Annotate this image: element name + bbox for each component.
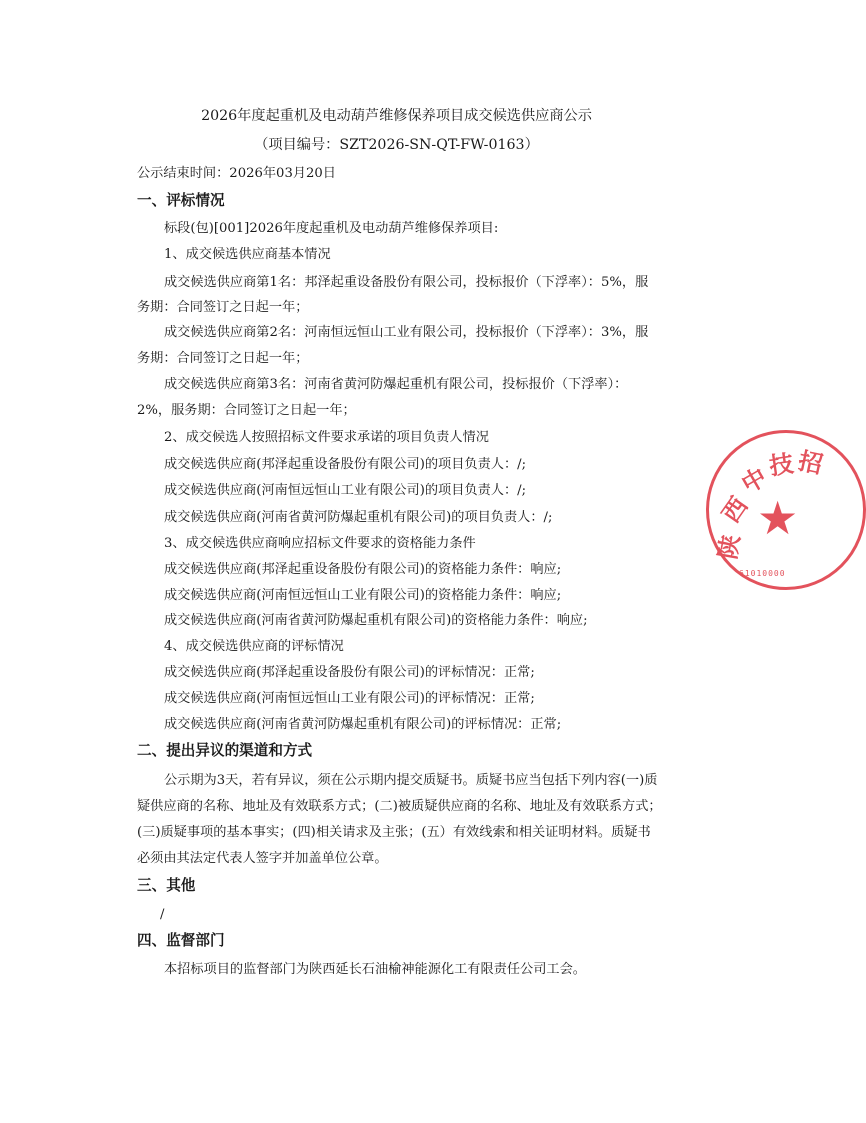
section-heading-other: 三、其他 bbox=[137, 877, 196, 894]
subheading-basic-info: 1、成交候选供应商基本情况 bbox=[164, 247, 331, 262]
announcement-end-time: 公示结束时间：2026年03月20日 bbox=[137, 166, 336, 181]
objection-paragraph-line-1: 公示期为3天，若有异议，须在公示期内提交质疑书。质疑书应当包括下列内容(一)质 bbox=[164, 773, 658, 788]
leader-line-1: 成交候选供应商(邦泽起重设备股份有限公司)的项目负责人：/; bbox=[164, 457, 527, 472]
seal-char: 中 bbox=[736, 462, 772, 499]
lot-line: 标段(包)[001]2026年度起重机及电动葫芦维修保养项目: bbox=[164, 221, 499, 236]
leader-line-2: 成交候选供应商(河南恒远恒山工业有限公司)的项目负责人：/; bbox=[164, 483, 527, 498]
official-seal bbox=[706, 430, 866, 590]
document-title: 2026年度起重机及电动葫芦维修保养项目成交候选供应商公示 bbox=[201, 108, 592, 124]
qualification-line-1: 成交候选供应商(邦泽起重设备股份有限公司)的资格能力条件：响应; bbox=[164, 562, 562, 577]
candidate-3-line-b: 2%，服务期：合同签订之日起一年； bbox=[137, 403, 356, 418]
seal-char: 招 bbox=[795, 446, 826, 480]
subheading-evaluation-status: 4、成交候选供应商的评标情况 bbox=[164, 639, 344, 654]
subheading-project-leader: 2、成交候选人按照招标文件要求承诺的项目负责人情况 bbox=[164, 430, 489, 445]
leader-line-3: 成交候选供应商(河南省黄河防爆起重机有限公司)的项目负责人：/; bbox=[164, 510, 553, 525]
candidate-2-line-a: 成交候选供应商第2名：河南恒远恒山工业有限公司，投标报价（下浮率）：3%，服 bbox=[164, 325, 649, 340]
qualification-line-3: 成交候选供应商(河南省黄河防爆起重机有限公司)的资格能力条件：响应; bbox=[164, 613, 588, 628]
subheading-qualification: 3、成交候选供应商响应招标文件要求的资格能力条件 bbox=[164, 536, 476, 551]
candidate-2-line-b: 务期：合同签订之日起一年； bbox=[137, 351, 309, 366]
seal-char: 陕 bbox=[713, 532, 746, 562]
star-icon: ★ bbox=[757, 491, 799, 545]
project-number: （项目编号：SZT2026-SN-QT-FW-0163） bbox=[254, 137, 539, 153]
objection-paragraph-line-3: (三)质疑事项的基本事实；(四)相关请求及主张；(五）有效线索和相关证明材料。质疑书 bbox=[137, 825, 651, 840]
candidate-3-line-a: 成交候选供应商第3名：河南省黄河防爆起重机有限公司，投标报价（下浮率）： bbox=[164, 377, 628, 392]
qualification-line-2: 成交候选供应商(河南恒远恒山工业有限公司)的资格能力条件：响应; bbox=[164, 588, 562, 603]
other-content: / bbox=[160, 907, 165, 922]
evaluation-line-2: 成交候选供应商(河南恒远恒山工业有限公司)的评标情况：正常; bbox=[164, 691, 535, 706]
section-heading-objection: 二、提出异议的渠道和方式 bbox=[137, 742, 313, 759]
objection-paragraph-line-4: 必须由其法定代表人签字并加盖单位公章。 bbox=[137, 851, 388, 866]
supervision-content: 本招标项目的监督部门为陕西延长石油榆神能源化工有限责任公司工会。 bbox=[164, 962, 586, 977]
seal-char: 技 bbox=[767, 449, 796, 481]
candidate-1-line-a: 成交候选供应商第1名：邦泽起重设备股份有限公司，投标报价（下浮率）：5%，服 bbox=[164, 275, 649, 290]
section-heading-supervision: 四、监督部门 bbox=[137, 932, 225, 949]
evaluation-line-3: 成交候选供应商(河南省黄河防爆起重机有限公司)的评标情况：正常; bbox=[164, 717, 562, 732]
seal-number: 61010000 bbox=[739, 569, 786, 578]
section-heading-evaluation: 一、评标情况 bbox=[137, 192, 225, 209]
candidate-1-line-b: 务期：合同签订之日起一年； bbox=[137, 300, 309, 315]
objection-paragraph-line-2: 疑供应商的名称、地址及有效联系方式；(二)被质疑供应商的名称、地址及有效联系方式； bbox=[137, 799, 662, 814]
seal-char: 西 bbox=[716, 492, 754, 528]
evaluation-line-1: 成交候选供应商(邦泽起重设备股份有限公司)的评标情况：正常; bbox=[164, 665, 535, 680]
